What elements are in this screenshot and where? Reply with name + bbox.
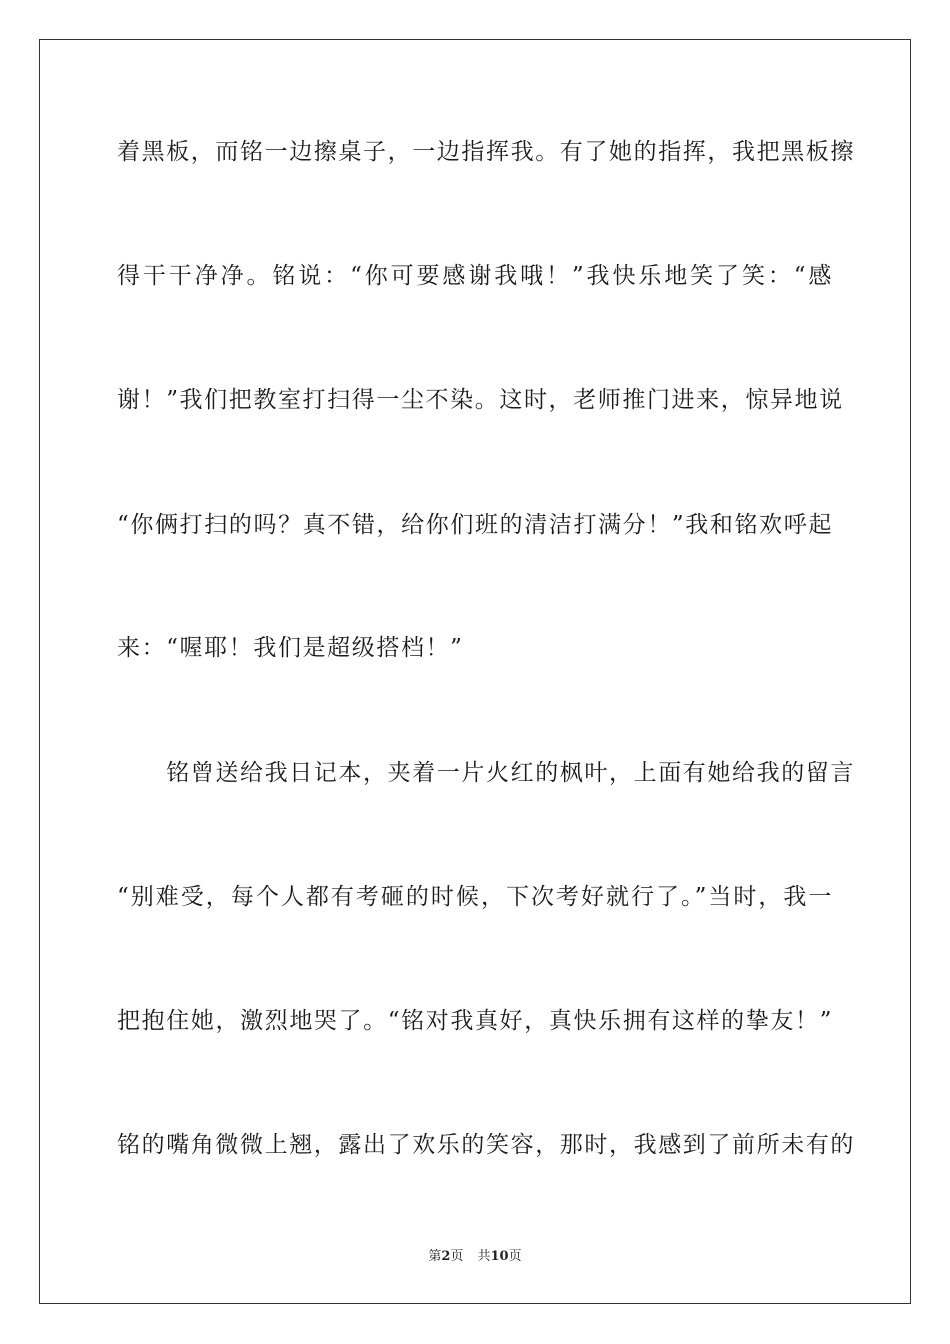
body-text-line: 把抱住她，激烈地哭了。“铭对我真好，真快乐拥有这样的挚友！” [117, 1008, 833, 1034]
body-text-line: 谢！”我们把教室打扫得一尘不染。这时，老师推门进来，惊异地说 [117, 387, 844, 413]
body-text-line: “你俩打扫的吗？真不错，给你们班的清洁打满分！”我和铭欢呼起 [117, 512, 833, 538]
body-text-line: “别难受，每个人都有考砸的时候，下次考好就行了。”当时，我一 [117, 884, 833, 910]
body-text-line: 来：“喔耶！我们是超级搭档！” [117, 635, 464, 661]
total-pages: 10 [490, 1249, 509, 1264]
page-prefix: 第 [428, 1249, 442, 1264]
page-number: 2 [441, 1249, 451, 1264]
total-prefix: 共 [477, 1249, 491, 1264]
body-text-line: 得干干净净。铭说：“你可要感谢我哦！”我快乐地笑了笑：“感 [117, 263, 833, 289]
page-suffix: 页 [450, 1249, 464, 1264]
paragraph-start-line: 铭曾送给我日记本，夹着一片火红的枫叶，上面有她给我的留言 [117, 760, 855, 786]
total-suffix: 页 [508, 1249, 522, 1264]
page-footer [0, 1248, 950, 1266]
body-text-line: 铭的嘴角微微上翘，露出了欢乐的笑容，那时，我感到了前所未有的 [117, 1132, 855, 1158]
body-text-line: 着黑板，而铭一边擦桌子，一边指挥我。有了她的指挥，我把黑板擦 [117, 139, 855, 165]
page-border [39, 39, 911, 1304]
